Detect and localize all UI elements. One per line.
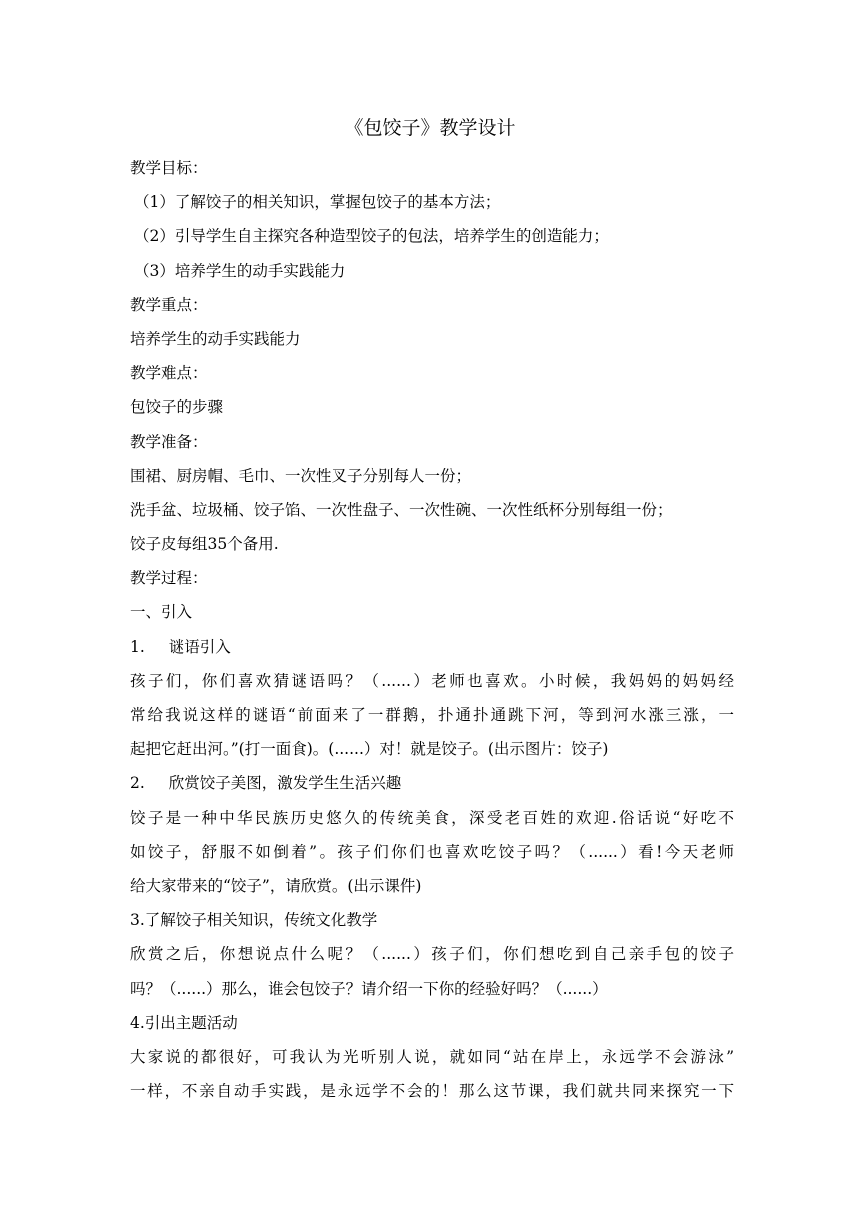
paragraph-line: 饺子是一种中华民族历史悠久的传统美食，深受老百姓的欢迎.俗话说“好吃不 <box>130 808 734 827</box>
paragraph-line: 起把它赶出河。”(打一面食)。(......）对！就是饺子。(出示图片：饺子) <box>130 740 609 759</box>
step-number: 1. <box>130 637 145 656</box>
step-3-heading: 3.了解饺子相关知识，传统文化教学 <box>130 911 378 930</box>
section-heading-key-point: 教学重点： <box>130 295 208 314</box>
paragraph-line: 培养学生的动手实践能力 <box>130 329 301 348</box>
objective-item: （3）培养学生的动手实践能力 <box>134 261 346 280</box>
paragraph-line: 饺子皮每组35个备用. <box>130 535 279 554</box>
section-heading-objectives: 教学目标： <box>130 159 208 177</box>
step-1-heading <box>130 630 734 664</box>
paragraph-line: 欣赏之后，你想说点什么呢？（......）孩子们，你们想吃到自己亲手包的饺子 <box>130 945 734 964</box>
document-title: 《包饺子》教学设计 <box>344 117 516 139</box>
step-title: 欣赏饺子美图，激发学生生活兴趣 <box>168 774 402 793</box>
paragraph-line: 给大家带来的“饺子”，请欣赏。(出示课件) <box>130 876 422 895</box>
objective-item: （1）了解饺子的相关知识，掌握包饺子的基本方法； <box>134 193 501 212</box>
step-heading-intro: 一、引入 <box>130 603 193 622</box>
step-number: 2. <box>130 774 145 793</box>
paragraph-line: 吗？（......）那么，谁会包饺子？请介绍一下你的经验好吗？（......） <box>130 979 608 998</box>
document-body <box>130 151 734 1108</box>
section-heading-preparation: 教学准备： <box>130 432 208 451</box>
paragraph-line: 常给我说这样的谜语“前面来了一群鹅，扑通扑通跳下河，等到河水涨三涨，一 <box>130 706 734 724</box>
section-heading-difficulty: 教学难点： <box>130 364 208 383</box>
paragraph-line: 孩子们，你们喜欢猜谜语吗？（......）老师也喜欢。小时候，我妈妈的妈妈经 <box>130 671 734 690</box>
paragraph-line: 大家说的都很好，可我认为光听别人说，就如同“站在岸上，永远学不会游泳” <box>130 1047 734 1066</box>
paragraph-line: 围裙、厨房帽、毛巾、一次性叉子分别每人一份； <box>130 466 472 485</box>
paragraph-line: 如饺子，舒服不如倒着”。孩子们你们也喜欢吃饺子吗？（......）看!今天老师 <box>130 842 734 861</box>
paragraph-line: 包饺子的步骤 <box>130 398 224 417</box>
section-heading-process: 教学过程： <box>130 569 208 588</box>
step-4-heading: 4.引出主题活动 <box>130 1013 238 1032</box>
paragraph-line: 一样，不亲自动手实践，是永远学不会的！那么这节课，我们就共同来探究一下 <box>130 1082 734 1101</box>
step-title: 谜语引入 <box>168 637 231 656</box>
paragraph-line: 洗手盆、垃圾桶、饺子馅、一次性盘子、一次性碗、一次性纸杯分别每组一份； <box>130 500 673 519</box>
objective-item: （2）引导学生自主探究各种造型饺子的包法，培养学生的创造能力； <box>134 227 609 246</box>
step-2-heading <box>130 766 734 800</box>
